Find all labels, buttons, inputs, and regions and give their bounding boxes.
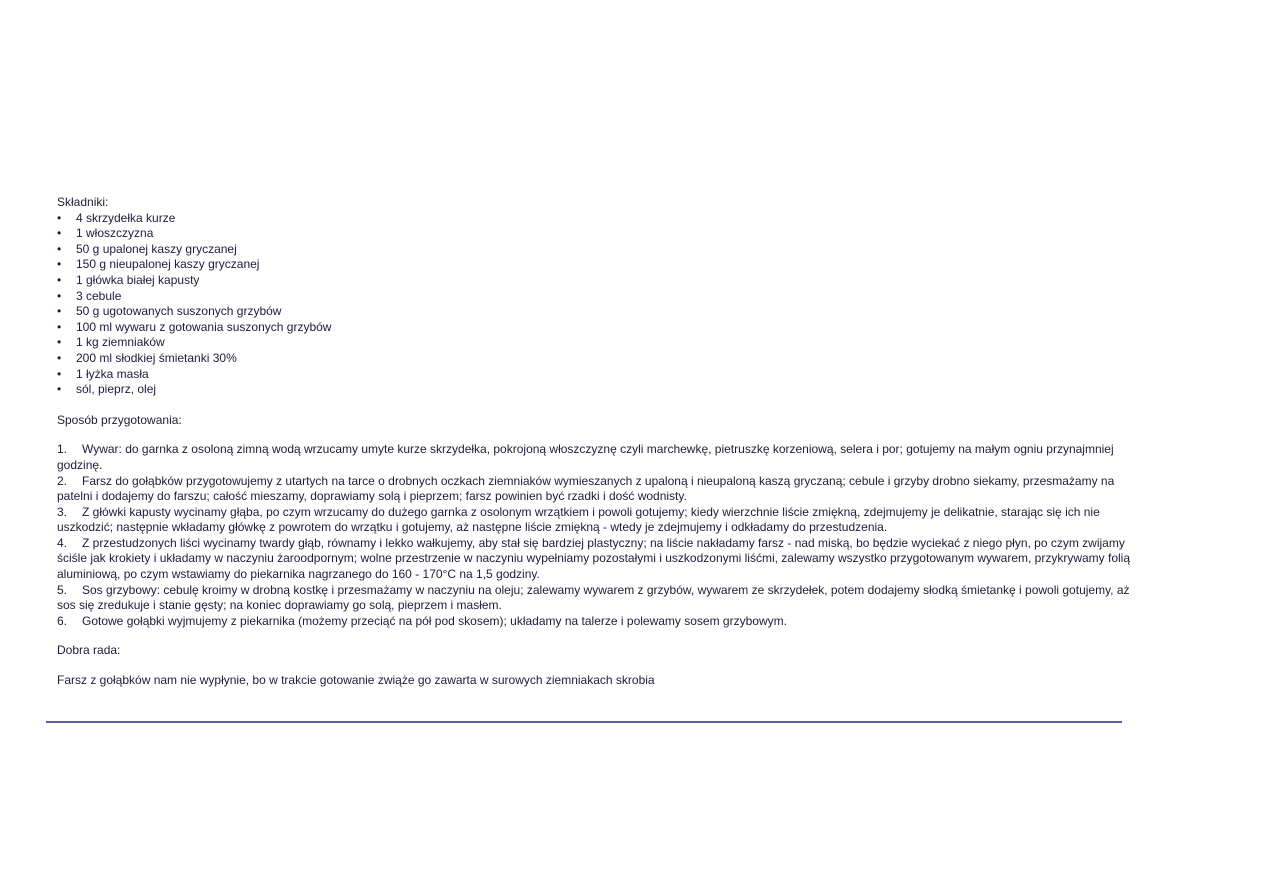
ingredient-item [57,367,1137,383]
bullet-icon: • [57,366,62,381]
bullet-icon: • [57,241,62,256]
ingredient-item [57,304,1137,320]
ingredient-text: 1 włoszczyzna [76,226,154,241]
ingredient-item [57,382,1137,398]
bullet-icon: • [57,350,62,365]
ingredients-list [57,211,1137,398]
divider-line [46,721,1122,723]
step-item [57,474,1137,505]
bullet-icon: • [57,210,62,225]
step-number: 6. [57,613,68,628]
ingredient-item [57,273,1137,289]
method-heading: Sposób przygotowania: [57,412,182,427]
step-text: Gotowe gołąbki wyjmujemy z piekarnika (możemy przeciąć na pół pod skosem); układamy na talerze i polewamy sosem grzybowym. [82,613,787,628]
ingredient-text: 4 skrzydełka kurze [76,210,176,225]
ingredient-item [57,211,1137,227]
steps-list [57,442,1137,629]
ingredient-text: 100 ml wywaru z gotowania suszonych grzybów [76,319,332,334]
ingredient-item [57,320,1137,336]
step-number: 4. [57,535,68,550]
ingredient-item [57,242,1137,258]
ingredient-item [57,335,1137,351]
bullet-icon: • [57,272,62,287]
step-item [57,505,1137,536]
bullet-icon: • [57,226,62,241]
ingredient-text: 150 g nieupalonej kaszy gryczanej [76,257,260,272]
step-item [57,442,1137,473]
tip-text: Farsz z gołąbków nam nie wypłynie, bo w trakcie gotowanie zwiąże go zawarta w surowych ziemniakach skrobia [57,673,655,688]
ingredient-text: sól, pieprz, olej [76,382,157,397]
step-item [57,536,1137,583]
step-item [57,614,1137,630]
ingredient-item [57,351,1137,367]
ingredient-text: 50 g ugotowanych suszonych grzybów [76,304,282,319]
tip-heading: Dobra rada: [57,643,121,658]
bullet-icon: • [57,319,62,334]
step-number: 5. [57,582,68,597]
ingredient-item [57,289,1137,305]
step-text: Wywar: do garnka z osoloną zimną wodą wrzucamy umyte kurze skrzydełka, pokrojoną włoszczyznę czyli marchewkę, pietruszkę korzeniową, selera i por; gotujemy na małym ogniu przynajmniej godzinę. [57,442,1114,472]
step-text: Z przestudzonych liści wycinamy twardy głąb, równamy i lekko wałkujemy, aby stał się bardziej plastyczny; na liście nakładamy farsz - nad miską, bo będzie wyciekać z niego płyn, po czym zwijamy ściśle jak krokiety i układamy w naczyniu żaroodpornym; wolne przestrzenie w naczyniu wypełniamy pozostałymi i uszkodzonymi liśćmi, zalewamy wszystko przygotowanym wywarem, przykrywamy folią aluminiową, po czym wstawiamy do piekarnika nagrzanego do 160 - 170°C na 1,5 godziny. [57,535,1131,582]
ingredient-text: 200 ml słodkiej śmietanki 30% [76,350,237,365]
bullet-icon: • [57,257,62,272]
step-text: Z główki kapusty wycinamy głąba, po czym wrzucamy do dużego garnka z osolonym wrzątkiem i powoli gotujemy; kiedy wierzchnie liście zmiękną, zdejmujemy je delikatnie, starając się ich nie uszkodzić; następnie wkładamy główkę z powrotem do wrzątku i gotujemy, aż następne liście zmiękną - wtedy je zdejmujemy i odkładamy do przestudzenia. [57,504,1100,535]
step-number: 3. [57,504,68,519]
ingredient-item [57,226,1137,242]
step-number: 1. [57,442,68,457]
bullet-icon: • [57,335,62,350]
recipe-document [57,195,1137,689]
ingredient-text: 50 g upalonej kaszy gryczanej [76,241,237,256]
ingredient-item [57,257,1137,273]
ingredient-text: 1 główka białej kapusty [76,272,200,287]
step-number: 2. [57,473,68,488]
step-text: Sos grzybowy: cebulę kroimy w drobną kostkę i przesmażamy w naczyniu na oleju; zalewamy wywarem z grzybów, wywarem ze skrzydełek, potem dodajemy słodką śmietankę i powoli gotujemy, aż sos się zredukuje i stanie gęsty; na koniec doprawiamy go solą, pieprzem i masłem. [57,582,1130,613]
ingredient-text: 3 cebule [76,288,122,303]
step-text: Farsz do gołąbków przygotowujemy z utartych na tarce o drobnych oczkach ziemniaków wymieszanych z upaloną i nieupaloną kaszą gryczaną; cebule i grzyby drobno siekamy, przesmażamy na patelni i dodajemy do farszu; całość mieszamy, doprawiamy solą i pieprzem; farsz powinien być rzadki i dość wodnisty. [57,473,1115,504]
bullet-icon: • [57,382,62,397]
step-item [57,583,1137,614]
bullet-icon: • [57,288,62,303]
ingredient-text: 1 łyżka masła [76,366,149,381]
ingredients-heading: Składniki: [57,195,109,209]
ingredient-text: 1 kg ziemniaków [76,335,165,350]
bullet-icon: • [57,304,62,319]
